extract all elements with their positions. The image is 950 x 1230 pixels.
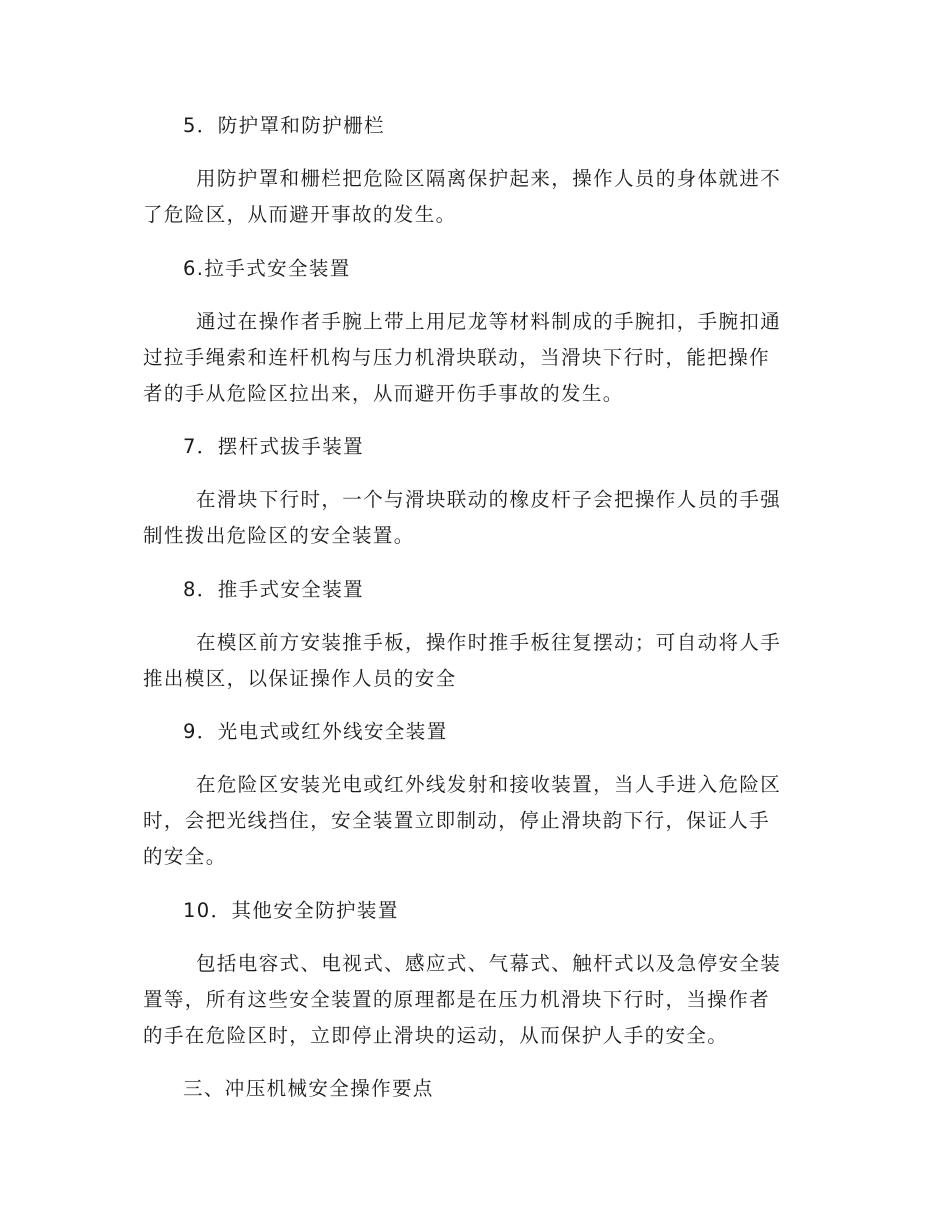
section-heading-5: 5．防护罩和防护栅栏 — [183, 114, 385, 137]
paragraph-7-line-1: 在滑块下行时，一个与滑块联动的橡皮杆子会把操作人员的手强 — [196, 488, 782, 511]
section-heading-6: 6.拉手式安全装置 — [183, 257, 351, 280]
section-heading-8: 8．推手式安全装置 — [183, 578, 365, 601]
paragraph-9-line-3: 的安全。 — [143, 845, 227, 868]
paragraph-6-line-3: 者的手从危险区拉出来，从而避开伤手事故的发生。 — [143, 382, 624, 405]
paragraph-8-line-1: 在模区前方安装推手板，操作时推手板往复摆动；可自动将人手 — [196, 631, 782, 654]
paragraph-8-line-2: 推出模区，以保证操作人员的安全 — [143, 667, 457, 690]
paragraph-9-line-2: 时，会把光线挡住，安全装置立即制动，停止滑块韵下行，保证人手 — [143, 809, 771, 832]
paragraph-6-line-1: 通过在操作者手腕上带上用尼龙等材料制成的手腕扣，手腕扣通 — [196, 310, 782, 333]
section-heading-10: 10．其他安全防护装置 — [183, 899, 399, 922]
paragraph-7-line-2: 制性拨出危险区的安全装置。 — [143, 524, 415, 547]
paragraph-10-line-1: 包括电容式、电视式、感应式、气幕式、触杆式以及急停安全装 — [196, 952, 782, 975]
paragraph-10-line-2: 置等，所有这些安全装置的原理都是在压力机滑块下行时，当操作者 — [143, 988, 771, 1011]
paragraph-9-line-1: 在危险区安装光电或红外线发射和接收装置，当人手进入危险区 — [196, 773, 782, 796]
section-heading-9: 9．光电式或红外线安全装置 — [183, 720, 448, 743]
paragraph-10-line-3: 的手在危险区时，立即停止滑块的运动，从而保护人手的安全。 — [143, 1024, 729, 1047]
paragraph-6-line-2: 过拉手绳索和连杆机构与压力机滑块联动，当滑块下行时，能把操作 — [143, 346, 771, 369]
section-heading-7: 7．摆杆式拔手装置 — [183, 435, 365, 458]
chapter-heading-3: 三、冲压机械安全操作要点 — [183, 1077, 434, 1100]
paragraph-5-line-2: 了危险区，从而避开事故的发生。 — [143, 203, 457, 226]
paragraph-5-line-1: 用防护罩和栅栏把危险区隔离保护起来，操作人员的身体就进不 — [196, 167, 782, 190]
